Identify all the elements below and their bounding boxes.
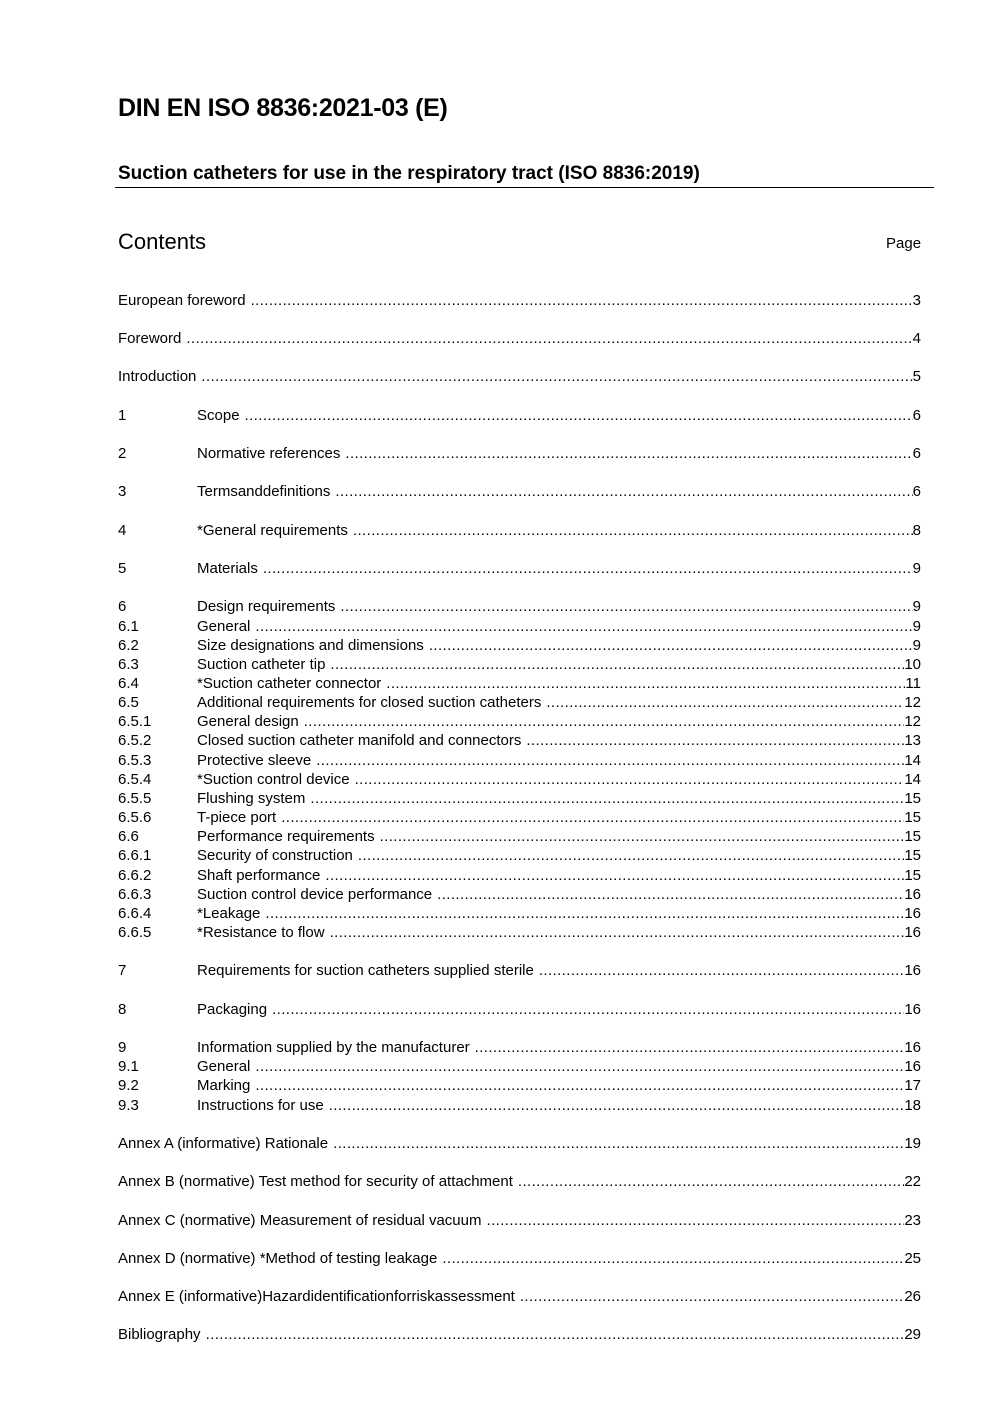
toc-entry-number: 9.3 [118, 1097, 139, 1114]
toc-entry-number: 7 [118, 962, 127, 979]
toc-entry-page: 15 [904, 867, 921, 884]
toc-leader-dots [355, 771, 905, 789]
toc-leader-dots [206, 1326, 905, 1344]
toc-entry[interactable] [118, 292, 921, 310]
toc-entry-title: *Suction control device [197, 771, 350, 788]
toc-entry-page: 19 [904, 1135, 921, 1152]
toc-entry[interactable] [118, 1058, 921, 1076]
toc-leader-dots [255, 1077, 904, 1095]
toc-entry-title: Closed suction catheter manifold and connectors [197, 732, 522, 749]
toc-entry[interactable] [118, 1250, 921, 1268]
toc-entry-page: 11 [905, 675, 921, 692]
toc-entry-number: 9.2 [118, 1077, 139, 1094]
toc-entry[interactable] [118, 598, 921, 616]
toc-entry-title: Normative references [197, 445, 341, 462]
toc-entry-page: 23 [904, 1212, 921, 1229]
toc-entry[interactable] [118, 560, 921, 578]
toc-entry-page: 13 [904, 732, 921, 749]
toc-leader-dots [442, 1250, 904, 1268]
toc-entry-title: Foreword [118, 330, 182, 347]
toc-leader-dots [330, 924, 905, 942]
toc-entry-title: Introduction [118, 368, 197, 385]
toc-entry-title: Termsanddefinitions [197, 483, 331, 500]
toc-entry-title: Protective sleeve [197, 752, 312, 769]
toc-entry-page: 15 [904, 790, 921, 807]
toc-entry-page: 15 [904, 809, 921, 826]
toc-entry-page: 16 [904, 905, 921, 922]
toc-leader-dots [340, 598, 912, 616]
toc-entry-page: 5 [912, 368, 921, 385]
toc-entry[interactable] [118, 1077, 921, 1095]
toc-entry[interactable] [118, 675, 921, 693]
toc-entry-title: Instructions for use [197, 1097, 324, 1114]
toc-entry-title: Size designations and dimensions [197, 637, 424, 654]
toc-leader-dots [539, 962, 904, 980]
toc-entry-title: General [197, 1058, 251, 1075]
toc-entry-number: 6.6.1 [118, 847, 152, 864]
toc-entry-number: 6.5.5 [118, 790, 152, 807]
page-column-heading: Page [886, 235, 922, 252]
toc-entry[interactable] [118, 1212, 921, 1230]
toc-leader-dots [345, 445, 912, 463]
toc-entry-number: 2 [118, 445, 127, 462]
toc-leader-dots [518, 1173, 904, 1191]
toc-entry-page: 8 [912, 522, 921, 539]
toc-entry-page: 6 [912, 483, 921, 500]
toc-entry-number: 5 [118, 560, 127, 577]
toc-entry-title: Shaft performance [197, 867, 321, 884]
toc-leader-dots [358, 847, 904, 865]
toc-leader-dots [546, 694, 904, 712]
toc-entry-number: 6.5.1 [118, 713, 152, 730]
toc-entry-title: Annex A (informative) Rationale [118, 1135, 329, 1152]
toc-entry[interactable] [118, 1001, 921, 1019]
toc-entry-title: General design [197, 713, 299, 730]
toc-entry-title: Annex C (normative) Measurement of residual vacuum [118, 1212, 482, 1229]
toc-entry-number: 3 [118, 483, 127, 500]
toc-entry-page: 15 [904, 828, 921, 845]
toc-entry[interactable] [118, 637, 921, 655]
toc-entry-title: European foreword [118, 292, 246, 309]
toc-entry-number: 6.6.4 [118, 905, 152, 922]
toc-entry-number: 6.5 [118, 694, 139, 711]
toc-entry-page: 16 [904, 1001, 921, 1018]
toc-entry-number: 6.1 [118, 618, 139, 635]
toc-entry[interactable] [118, 886, 921, 904]
toc-entry[interactable] [118, 905, 921, 923]
toc-entry-page: 15 [904, 847, 921, 864]
toc-entry[interactable] [118, 771, 921, 789]
toc-entry-title: Materials [197, 560, 258, 577]
toc-leader-dots [265, 905, 904, 923]
toc-entry-title: Requirements for suction catheters supplied sterile [197, 962, 534, 979]
toc-entry[interactable] [118, 809, 921, 827]
toc-entry-page: 14 [904, 752, 921, 769]
toc-entry-title: Design requirements [197, 598, 336, 615]
toc-entry[interactable] [118, 445, 921, 463]
toc-entry-title: *General requirements [197, 522, 348, 539]
toc-entry-page: 4 [912, 330, 921, 347]
toc-entry[interactable] [118, 847, 921, 865]
toc-entry-page: 9 [912, 637, 921, 654]
toc-entry[interactable] [118, 1326, 921, 1344]
toc-entry-page: 25 [904, 1250, 921, 1267]
toc-leader-dots [520, 1288, 904, 1306]
toc-entry-number: 6.6 [118, 828, 139, 845]
toc-entry[interactable] [118, 694, 921, 712]
toc-entry-title: Bibliography [118, 1326, 201, 1343]
toc-entry-title: T-piece port [197, 809, 277, 826]
toc-leader-dots [255, 618, 912, 636]
toc-entry-title: Annex D (normative) *Method of testing leakage [118, 1250, 438, 1267]
toc-entry-page: 14 [904, 771, 921, 788]
toc-leader-dots [263, 560, 913, 578]
toc-leader-dots [245, 407, 913, 425]
toc-entry-title: Additional requirements for closed suction catheters [197, 694, 542, 711]
toc-leader-dots [281, 809, 904, 827]
toc-leader-dots [329, 1097, 905, 1115]
toc-entry-title: *Resistance to flow [197, 924, 325, 941]
toc-entry-page: 16 [904, 924, 921, 941]
toc-entry-number: 9.1 [118, 1058, 139, 1075]
toc-entry-title: Information supplied by the manufacturer [197, 1039, 470, 1056]
toc-entry-page: 12 [904, 713, 921, 730]
toc-entry-number: 6.6.2 [118, 867, 152, 884]
toc-entry-title: Marking [197, 1077, 251, 1094]
toc-leader-dots [304, 713, 905, 731]
toc-leader-dots [335, 483, 912, 501]
contents-heading: Contents [118, 229, 207, 254]
toc-entry[interactable] [118, 618, 921, 636]
toc-entry-page: 26 [904, 1288, 921, 1305]
toc-entry-page: 9 [912, 598, 921, 615]
toc-entry[interactable] [118, 828, 921, 846]
toc-entry[interactable] [118, 656, 921, 674]
document-id: DIN EN ISO 8836:2021-03 (E) [118, 94, 448, 122]
toc-entry-title: Scope [197, 407, 240, 424]
toc-entry[interactable] [118, 1097, 921, 1115]
toc-entry-page: 18 [904, 1097, 921, 1114]
toc-entry-page: 16 [904, 1039, 921, 1056]
toc-entry-title: Packaging [197, 1001, 268, 1018]
toc-leader-dots [272, 1001, 904, 1019]
toc-entry[interactable] [118, 752, 921, 770]
toc-entry-title: Suction catheter tip [197, 656, 326, 673]
toc-entry-number: 6 [118, 598, 127, 615]
toc-entry-page: 9 [912, 560, 921, 577]
toc-entry[interactable] [118, 867, 921, 885]
toc-leader-dots [429, 637, 913, 655]
toc-leader-dots [475, 1039, 905, 1057]
document-subtitle: Suction catheters for use in the respiratory tract (ISO 8836:2019) [118, 163, 700, 184]
toc-entry[interactable] [118, 790, 921, 808]
toc-entry-title: *Suction catheter connector [197, 675, 382, 692]
toc-entry-page: 6 [912, 445, 921, 462]
toc-entry-number: 6.3 [118, 656, 139, 673]
toc-entry-number: 9 [118, 1039, 127, 1056]
toc-entry-title: Flushing system [197, 790, 306, 807]
toc-entry-number: 6.5.6 [118, 809, 152, 826]
toc-entry-title: *Leakage [197, 905, 261, 922]
toc-entry[interactable] [118, 522, 921, 540]
toc-entry-page: 3 [912, 292, 921, 309]
toc-entry-page: 29 [904, 1326, 921, 1343]
toc-entry-page: 16 [904, 1058, 921, 1075]
toc-leader-dots [526, 732, 904, 750]
toc-entry-title: Performance requirements [197, 828, 375, 845]
toc-entry-title: General [197, 618, 251, 635]
toc-entry-number: 6.5.3 [118, 752, 152, 769]
toc-entry[interactable] [118, 483, 921, 501]
toc-entry-title: Annex B (normative) Test method for security of attachment [118, 1173, 513, 1190]
toc-leader-dots [251, 292, 913, 310]
toc-entry-number: 6.5.4 [118, 771, 152, 788]
toc-entry-page: 9 [912, 618, 921, 635]
toc-entry-number: 1 [118, 407, 127, 424]
toc-entry[interactable] [118, 962, 921, 980]
toc-entry-number: 8 [118, 1001, 127, 1018]
toc-leader-dots [186, 330, 912, 348]
toc-entry-page: 12 [904, 694, 921, 711]
toc-entry-page: 17 [904, 1077, 921, 1094]
toc-entry-number: 6.2 [118, 637, 139, 654]
title-divider [115, 187, 934, 188]
toc-entry-page: 16 [904, 962, 921, 979]
toc-entry[interactable] [118, 330, 921, 348]
toc-leader-dots [325, 867, 904, 885]
toc-leader-dots [330, 656, 904, 674]
toc-entry[interactable] [118, 924, 921, 942]
toc-entry-number: 6.6.5 [118, 924, 152, 941]
toc-leader-dots [380, 828, 905, 846]
toc-leader-dots [333, 1135, 904, 1153]
toc-entry-number: 6.6.3 [118, 886, 152, 903]
toc-entry[interactable] [118, 1173, 921, 1191]
toc-leader-dots [310, 790, 904, 808]
toc-entry[interactable] [118, 1135, 921, 1153]
toc-leader-dots [386, 675, 905, 693]
toc-leader-dots [353, 522, 913, 540]
toc-entry-number: 4 [118, 522, 127, 539]
toc-entry-number: 6.5.2 [118, 732, 152, 749]
toc-leader-dots [201, 368, 912, 386]
toc-entry-page: 22 [904, 1173, 921, 1190]
toc-entry[interactable] [118, 1288, 921, 1306]
toc-entry-number: 6.4 [118, 675, 139, 692]
toc-leader-dots [316, 752, 904, 770]
toc-entry[interactable] [118, 1039, 921, 1057]
toc-entry[interactable] [118, 368, 921, 386]
toc-entry[interactable] [118, 407, 921, 425]
toc-entry-title: Suction control device performance [197, 886, 433, 903]
toc-entry-title: Security of construction [197, 847, 353, 864]
toc-entry[interactable] [118, 732, 921, 750]
toc-leader-dots [437, 886, 904, 904]
toc-entry[interactable] [118, 713, 921, 731]
toc-leader-dots [255, 1058, 904, 1076]
toc-entry-page: 10 [904, 656, 921, 673]
toc-entry-page: 16 [904, 886, 921, 903]
toc-entry-page: 6 [912, 407, 921, 424]
toc-leader-dots [487, 1212, 905, 1230]
toc-entry-title: Annex E (informative)Hazardidentificationforriskassessment [118, 1288, 515, 1305]
